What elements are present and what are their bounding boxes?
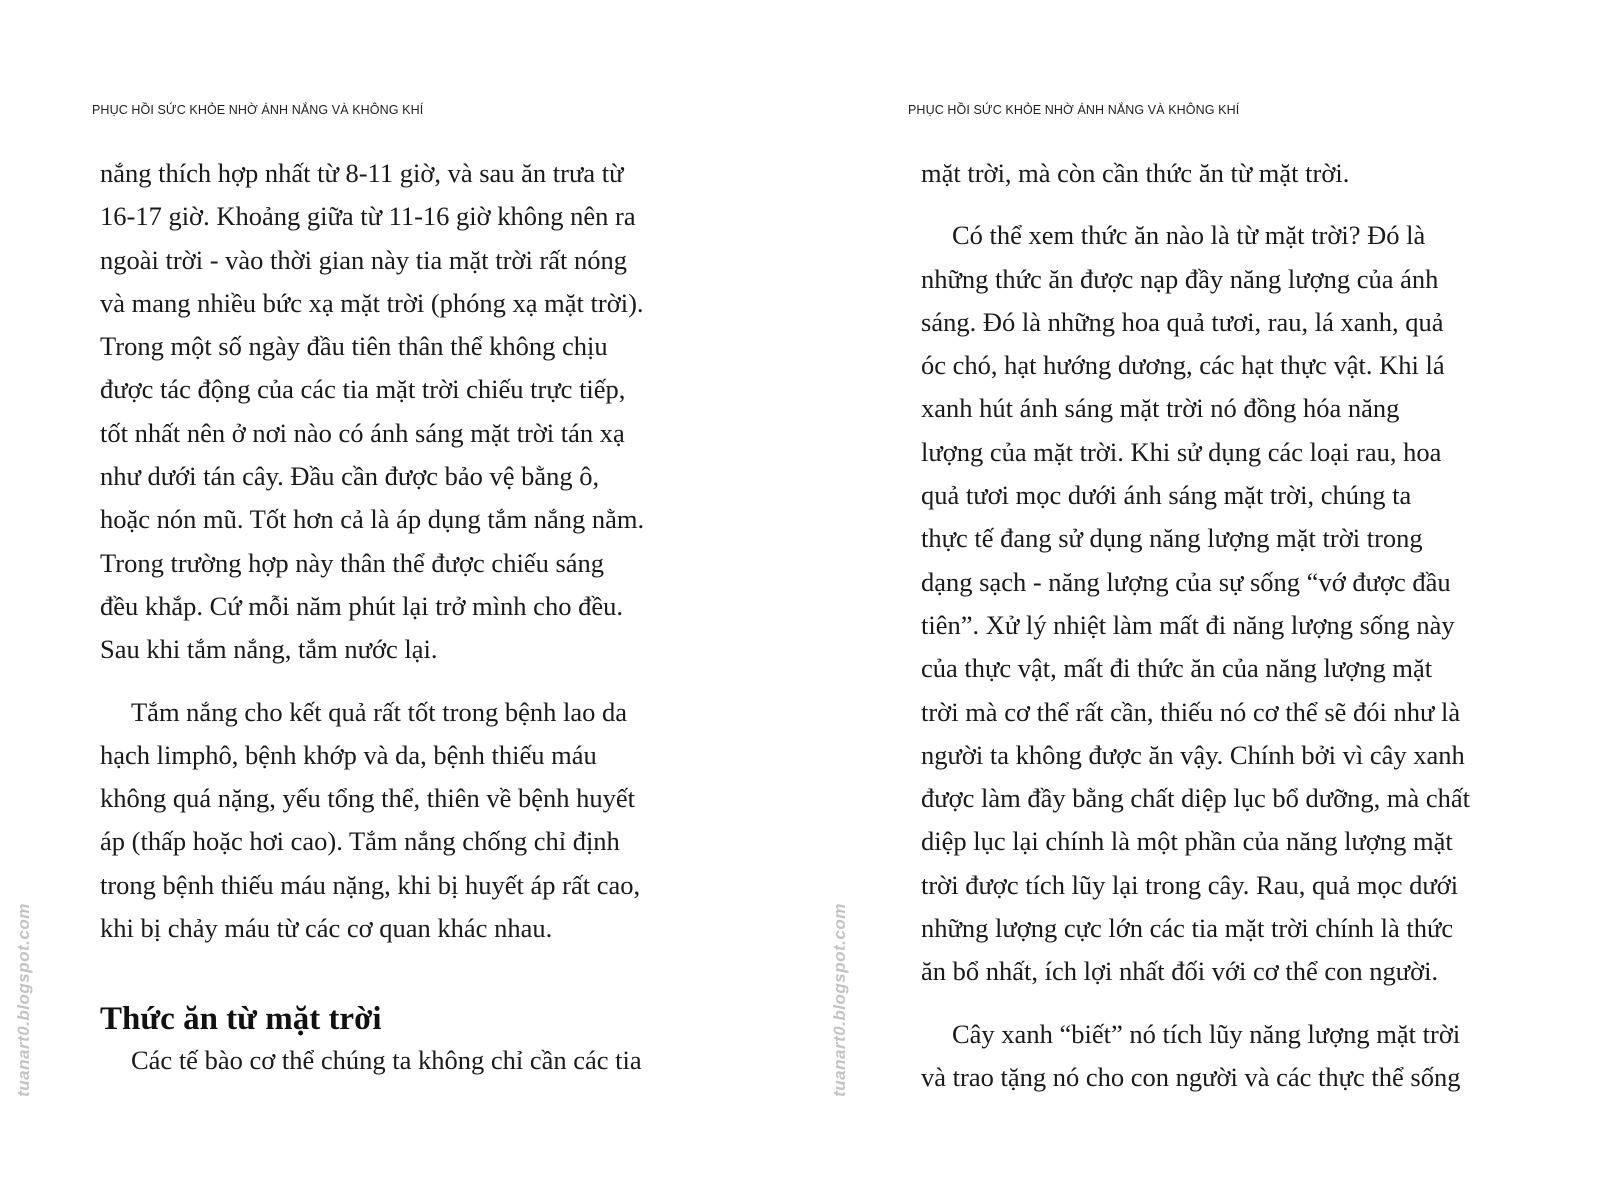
paragraph-line: tiên”. Xử lý nhiệt làm mất đi năng lượng sống này [921, 609, 1455, 640]
paragraph [921, 1013, 1551, 1100]
paragraph-line: được làm đầy bằng chất diệp lục bổ dưỡng, mà chất [921, 783, 1471, 814]
paragraph [100, 152, 730, 672]
paragraph-line: và mang nhiều bức xạ mặt trời (phóng xạ mặt trời). [100, 287, 644, 318]
watermark: tuanart0.blogspot.com [14, 903, 33, 1097]
paragraph-line: như dưới tán cây. Đầu cần được bảo vệ bằng ô, [100, 461, 600, 492]
paragraph-line: Sau khi tắm nắng, tắm nước lại. [100, 634, 438, 665]
paragraph-line: trời được tích lũy lại trong cây. Rau, quả mọc dưới [921, 869, 1459, 900]
right-page [800, 0, 1600, 1200]
paragraph [921, 214, 1551, 993]
paragraph-line: Tắm nắng cho kết quả rất tốt trong bệnh lao da [131, 696, 627, 727]
paragraph-line: nắng thích hợp nhất từ 8-11 giờ, và sau ăn trưa từ [100, 158, 624, 188]
paragraph-line: trong bệnh thiếu máu nặng, khi bị huyết áp rất cao, [100, 869, 641, 900]
paragraph-line: thực tế đang sử dụng năng lượng mặt trời trong [921, 523, 1423, 554]
paragraph-line: 16-17 giờ. Khoảng giữa từ 11-16 giờ không nên ra [100, 201, 636, 232]
paragraph-line: và trao tặng nó cho con người và các thực thể sống [921, 1061, 1461, 1092]
paragraph-line: Có thể xem thức ăn nào là từ mặt trời? Đó là [952, 220, 1426, 251]
paragraph-line: Trong trường hợp này thân thể được chiếu sáng [100, 547, 605, 578]
paragraph-line: Trong một số ngày đầu tiên thân thể không chịu [100, 331, 608, 362]
paragraph [100, 691, 730, 951]
watermark: tuanart0.blogspot.com [830, 903, 849, 1097]
paragraph-line: trời mà cơ thể rất cần, thiếu nó cơ thể sẽ đói như là [921, 696, 1461, 727]
paragraph-line: xanh hút ánh sáng mặt trời nó đồng hóa năng [921, 393, 1400, 424]
paragraph-line: ngoài trời - vào thời gian này tia mặt trời rất nóng [100, 244, 628, 275]
paragraph-line: Các tế bào cơ thể chúng ta không chỉ cần các tia [131, 1045, 642, 1075]
paragraph-line: óc chó, hạt hướng dương, các hạt thực vật. Khi lá [921, 350, 1445, 381]
running-header: PHỤC HỒI SỨC KHỎE NHỜ ÁNH NẮNG VÀ KHÔNG KHÍ [92, 103, 424, 117]
paragraph-line: sáng. Đó là những hoa quả tươi, rau, lá xanh, quả [921, 306, 1444, 337]
paragraph-line: khi bị chảy máu từ các cơ quan khác nhau. [100, 913, 553, 944]
paragraph-line: đều khắp. Cứ mỗi năm phút lại trở mình cho đều. [100, 590, 623, 621]
paragraph [921, 152, 1551, 195]
paragraph-line: người ta không được ăn vậy. Chính bởi vì cây xanh [921, 739, 1465, 770]
paragraph-line: áp (thấp hoặc hơi cao). Tắm nắng chống chỉ định [100, 826, 620, 857]
paragraph-line: ăn bổ nhất, ích lợi nhất đối với cơ thể con người. [921, 956, 1439, 987]
paragraph-line: quả tươi mọc dưới ánh sáng mặt trời, chúng ta [921, 480, 1412, 511]
paragraph-line: lượng của mặt trời. Khi sử dụng các loại rau, hoa [921, 436, 1442, 467]
paragraph-line: hạch limphô, bệnh khớp và da, bệnh thiếu máu [100, 739, 597, 770]
body-text [921, 152, 1551, 1099]
paragraph-line: diệp lục lại chính là một phần của năng lượng mặt [921, 826, 1453, 857]
paragraph-line: được tác động của các tia mặt trời chiếu trực tiếp, [100, 374, 626, 405]
section-heading: Thức ăn từ mặt trời [100, 1001, 382, 1037]
running-header: PHỤC HỒI SỨC KHỎE NHỜ ÁNH NẮNG VÀ KHÔNG KHÍ [908, 103, 1240, 117]
paragraph-line: những thức ăn được nạp đầy năng lượng của ánh [921, 263, 1439, 294]
paragraph-line: Cây xanh “biết” nó tích lũy năng lượng mặt trời [952, 1018, 1461, 1049]
body-text [100, 152, 730, 950]
paragraph-line: dạng sạch - năng lượng của sự sống “vớ được đầu [921, 566, 1451, 597]
paragraph-line: mặt trời, mà còn cần thức ăn từ mặt trời. [921, 158, 1350, 188]
paragraph-line: hoặc nón mũ. Tốt hơn cả là áp dụng tắm nắng nằm. [100, 504, 645, 535]
paragraph-line: của thực vật, mất đi thức ăn của năng lượng mặt [921, 653, 1433, 684]
paragraph-line: không quá nặng, yếu tổng thể, thiên về bệnh huyết [100, 783, 636, 814]
paragraph-line: tốt nhất nên ở nơi nào có ánh sáng mặt trời tán xạ [100, 417, 625, 448]
paragraph-line: những lượng cực lớn các tia mặt trời chính là thức [921, 913, 1454, 944]
